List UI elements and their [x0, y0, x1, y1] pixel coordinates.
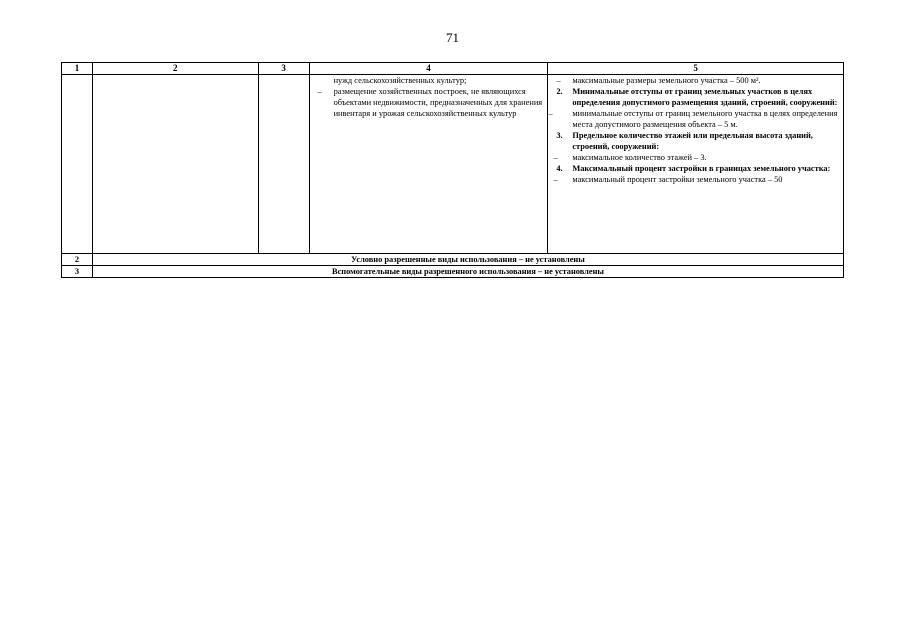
header-col-2: 2: [92, 63, 258, 75]
list-item: – максимальные размеры земельного участка – 500 м².: [556, 76, 761, 85]
list-item: нужд сельскохозяйственных культур;: [333, 76, 467, 85]
list-item: – размещение хозяйственных построек, не являющихся объектами недвижимости, предназначенных для хранения инвентаря и урожая сельскохозяйственных культур: [317, 87, 543, 118]
header-col-4: 4: [309, 63, 548, 75]
header-col-5: 5: [548, 63, 844, 75]
conditional-uses-text: Условно разрешенные виды использования – не установлены: [92, 254, 843, 266]
list-item: 3. Предельное количество этажей или предельная высота зданий, строений, сооружений:: [556, 131, 813, 151]
cell-col-3: [258, 75, 309, 254]
table-header-row: [62, 63, 844, 75]
cell-col-4: [309, 75, 548, 254]
parameters-list: [550, 75, 841, 185]
zoning-table: [61, 62, 844, 278]
list-item: 2. Минимальные отступы от границ земельных участков в целях определения допустимого размещения зданий, строений, сооружений:: [556, 87, 838, 107]
header-col-1: 1: [62, 63, 93, 75]
list-item: – максимальный процент застройки земельного участка – 50: [553, 175, 783, 184]
auxiliary-uses-text: Вспомогательные виды разрешенного использования – не установлены: [92, 266, 843, 278]
row-number: 2: [62, 254, 93, 266]
cell-col-5: [548, 75, 844, 254]
table-row: [62, 254, 844, 266]
table-row: [62, 75, 844, 254]
list-item: 4. Максимальный процент застройки в границах земельного участка:: [556, 164, 831, 173]
row-number: 3: [62, 266, 93, 278]
permitted-uses-list: [312, 75, 546, 119]
header-col-3: 3: [258, 63, 309, 75]
cell-col-1: [62, 75, 93, 254]
list-item: – максимальное количество этажей – 3.: [553, 153, 707, 162]
table-row: [62, 266, 844, 278]
page-number: 71: [446, 30, 459, 45]
list-item: – минимальные отступы от границ земельного участка в целях определения места допустимого размещения объекта – 5 м.: [548, 109, 838, 129]
cell-col-2: [92, 75, 258, 254]
